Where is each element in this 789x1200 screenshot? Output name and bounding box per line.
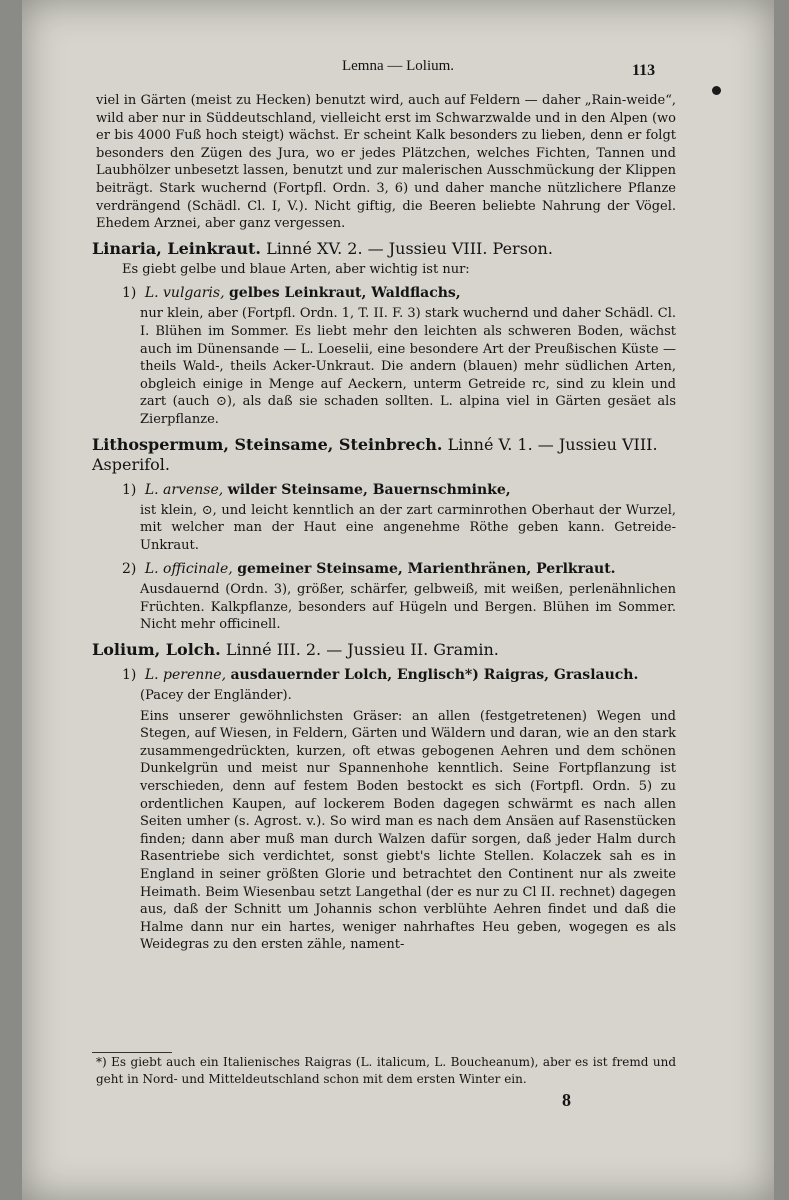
species-common-name: gemeiner Steinsame, Marienthränen, Perlkraut. — [237, 561, 616, 578]
species-heading — [96, 559, 676, 579]
entry-intro: Es giebt gelbe und blaue Arten, aber wichtig ist nur: — [122, 261, 470, 277]
footnote: *) Es giebt auch ein Italienisches Raigras (L. italicum, L. Boucheanum), aber es ist fremd und geht in Nord- und Mitteldeutschland schon mit dem ersten Winter ein. — [96, 1055, 676, 1086]
entry-classification: Linné V. 1. — Jussieu VIII. Asperifol. — [92, 434, 658, 474]
species-alt-name: (Pacey der Engländer). — [140, 688, 292, 704]
species-description: Ausdauernd (Ordn. 3), größer, schärfer, gelbweiß, mit weißen, perlenähnlichen Früchten. Kalkpflanze, besonders auf Hügeln und Bergen. Blühen im Sommer. Nicht mehr officinell. — [140, 582, 676, 633]
entry-title: Linaria, Leinkraut. — [92, 238, 261, 258]
species-heading — [96, 665, 676, 685]
entry-title: Lolium, Lolch. — [92, 640, 221, 660]
species-number: 1) — [122, 481, 137, 498]
entry-title: Lithospermum, Steinsame, Steinbrech. — [92, 434, 443, 454]
footnote-rule — [92, 1052, 172, 1053]
ink-spot — [712, 86, 721, 95]
paragraph-lemna-continued: viel in Gärten (meist zu Hecken) benutzt wird, auch auf Feldern — daher „Rain-weide“, wild aber nur in Süddeutschland, vielleicht erst im Schwarzwalde und in den Alpen (wo er bis 4000 Fuß hoch steigt) wächst. Er scheint Kalk besonders zu lieben, denn er folgt besonders den Zügen des Jura, wo er jedes Plätzchen, welches Fichten, Tannen und Laubhölzer unbesetzt lassen, benutzt und zur malerischen Ausschmückung der Klippen beiträgt. Stark wuchernd (Fortpfl. Ordn. 3, 6) und daher manche nützlichere Pflanze verdrängend (Schädl. Cl. I, V.). Nicht giftig, die Beeren beliebte Nahrung der Vögel. Ehedem Arznei, aber ganz vergessen. — [96, 93, 676, 232]
species-number: 1) — [122, 285, 137, 302]
entry-classification: Linné III. 2. — Jussieu II. Gramin. — [225, 640, 499, 660]
entry-linaria — [92, 239, 676, 259]
species-common-name: ausdauernder Lolch, Englisch*) Raigras, Graslauch. — [230, 667, 639, 684]
species-description: Eins unserer gewöhnlichsten Gräser: an allen (festgetretenen) Wegen und Stegen, auf Wiesen, in Feldern, Gärten und Wäldern und daran, wie an den stark zusammengedrückten, kurzen, oft etwas gebogenen Aehren und dem schönen Dunkelgrün und meist nur Spannenhohe kenntlich. Seine Fortpflanzung ist verschieden, denn auf festem Boden bestockt es sich (Fortpfl. Ordn. 5) zu ordentlichen Kaupen, auf lockerem Boden dagegen schwärmt es nach allen Seiten umher (s. Agrost. v.). So wird man es nach dem Ansäen auf Rasenstücken finden; dann aber muß man durch Walzen dafür sorgen, daß jeder Halm durch Rasentriebe sich verdichtet, sonst giebt's lichte Stellen. Kolaczek sah es in England in seiner größten Glorie und betrachtet den Continent nur als zweite Heimath. Beim Wiesenbau setzt Langethal (der es nur zu Cl II. rechnet) dagegen aus, daß der Schnitt um Johannis schon verblühte Aehren findet und daß die Halme dann nur ein hartes, weniger nahrhaftes Heu geben, wogegen es als Weidegras zu den ersten zähle, nament- — [140, 708, 676, 953]
species-latin-name: L. arvense, — [144, 481, 224, 498]
species-description: nur klein, aber (Fortpfl. Ordn. 1, T. II. F. 3) stark wuchernd und daher Schädl. Cl. I. Blühen im Sommer. Es liebt mehr den leichten als schweren Boden, wächst auch im Dünensande — L. Loeselii, eine besondere Art der Preußischen Küste — theils Wald-, theils Acker-Unkraut. Die andern (blauen) mehr südlichen Arten, obgleich einige in Menge auf Aeckern, unterm Getreide rc, sind zu klein und zart (auch ⊙), als daß sie schaden sollten. L. alpina viel in Gärten gesäet als Zierpflanze. — [140, 306, 676, 427]
species-common-name: gelbes Leinkraut, Waldflachs, — [229, 285, 461, 302]
signature-mark: 8 — [562, 1090, 571, 1110]
running-head: Lemna — Lolium. — [341, 58, 455, 74]
species-latin-name: L. perenne, — [144, 667, 227, 684]
species-latin-name: L. vulgaris, — [144, 285, 225, 302]
book-page — [22, 0, 774, 1200]
species-number: 1) — [122, 667, 137, 684]
entry-lolium — [92, 640, 676, 660]
species-heading — [96, 283, 676, 303]
species-description: ist klein, ⊙, und leicht kenntlich an der zart carminrothen Oberhaut der Wurzel, mit welcher man der Haut eine angenehme Röthe geben kann. Getreide-Unkraut. — [140, 502, 676, 553]
species-heading — [96, 480, 676, 500]
page-number: 113 — [632, 62, 656, 79]
entry-lithospermum — [92, 435, 676, 475]
species-latin-name: L. officinale, — [144, 561, 233, 578]
species-number: 2) — [122, 561, 137, 578]
entry-classification: Linné XV. 2. — Jussieu VIII. Person. — [266, 238, 553, 258]
species-common-name: wilder Steinsame, Bauernschminke, — [227, 481, 511, 498]
page-body — [92, 92, 676, 957]
